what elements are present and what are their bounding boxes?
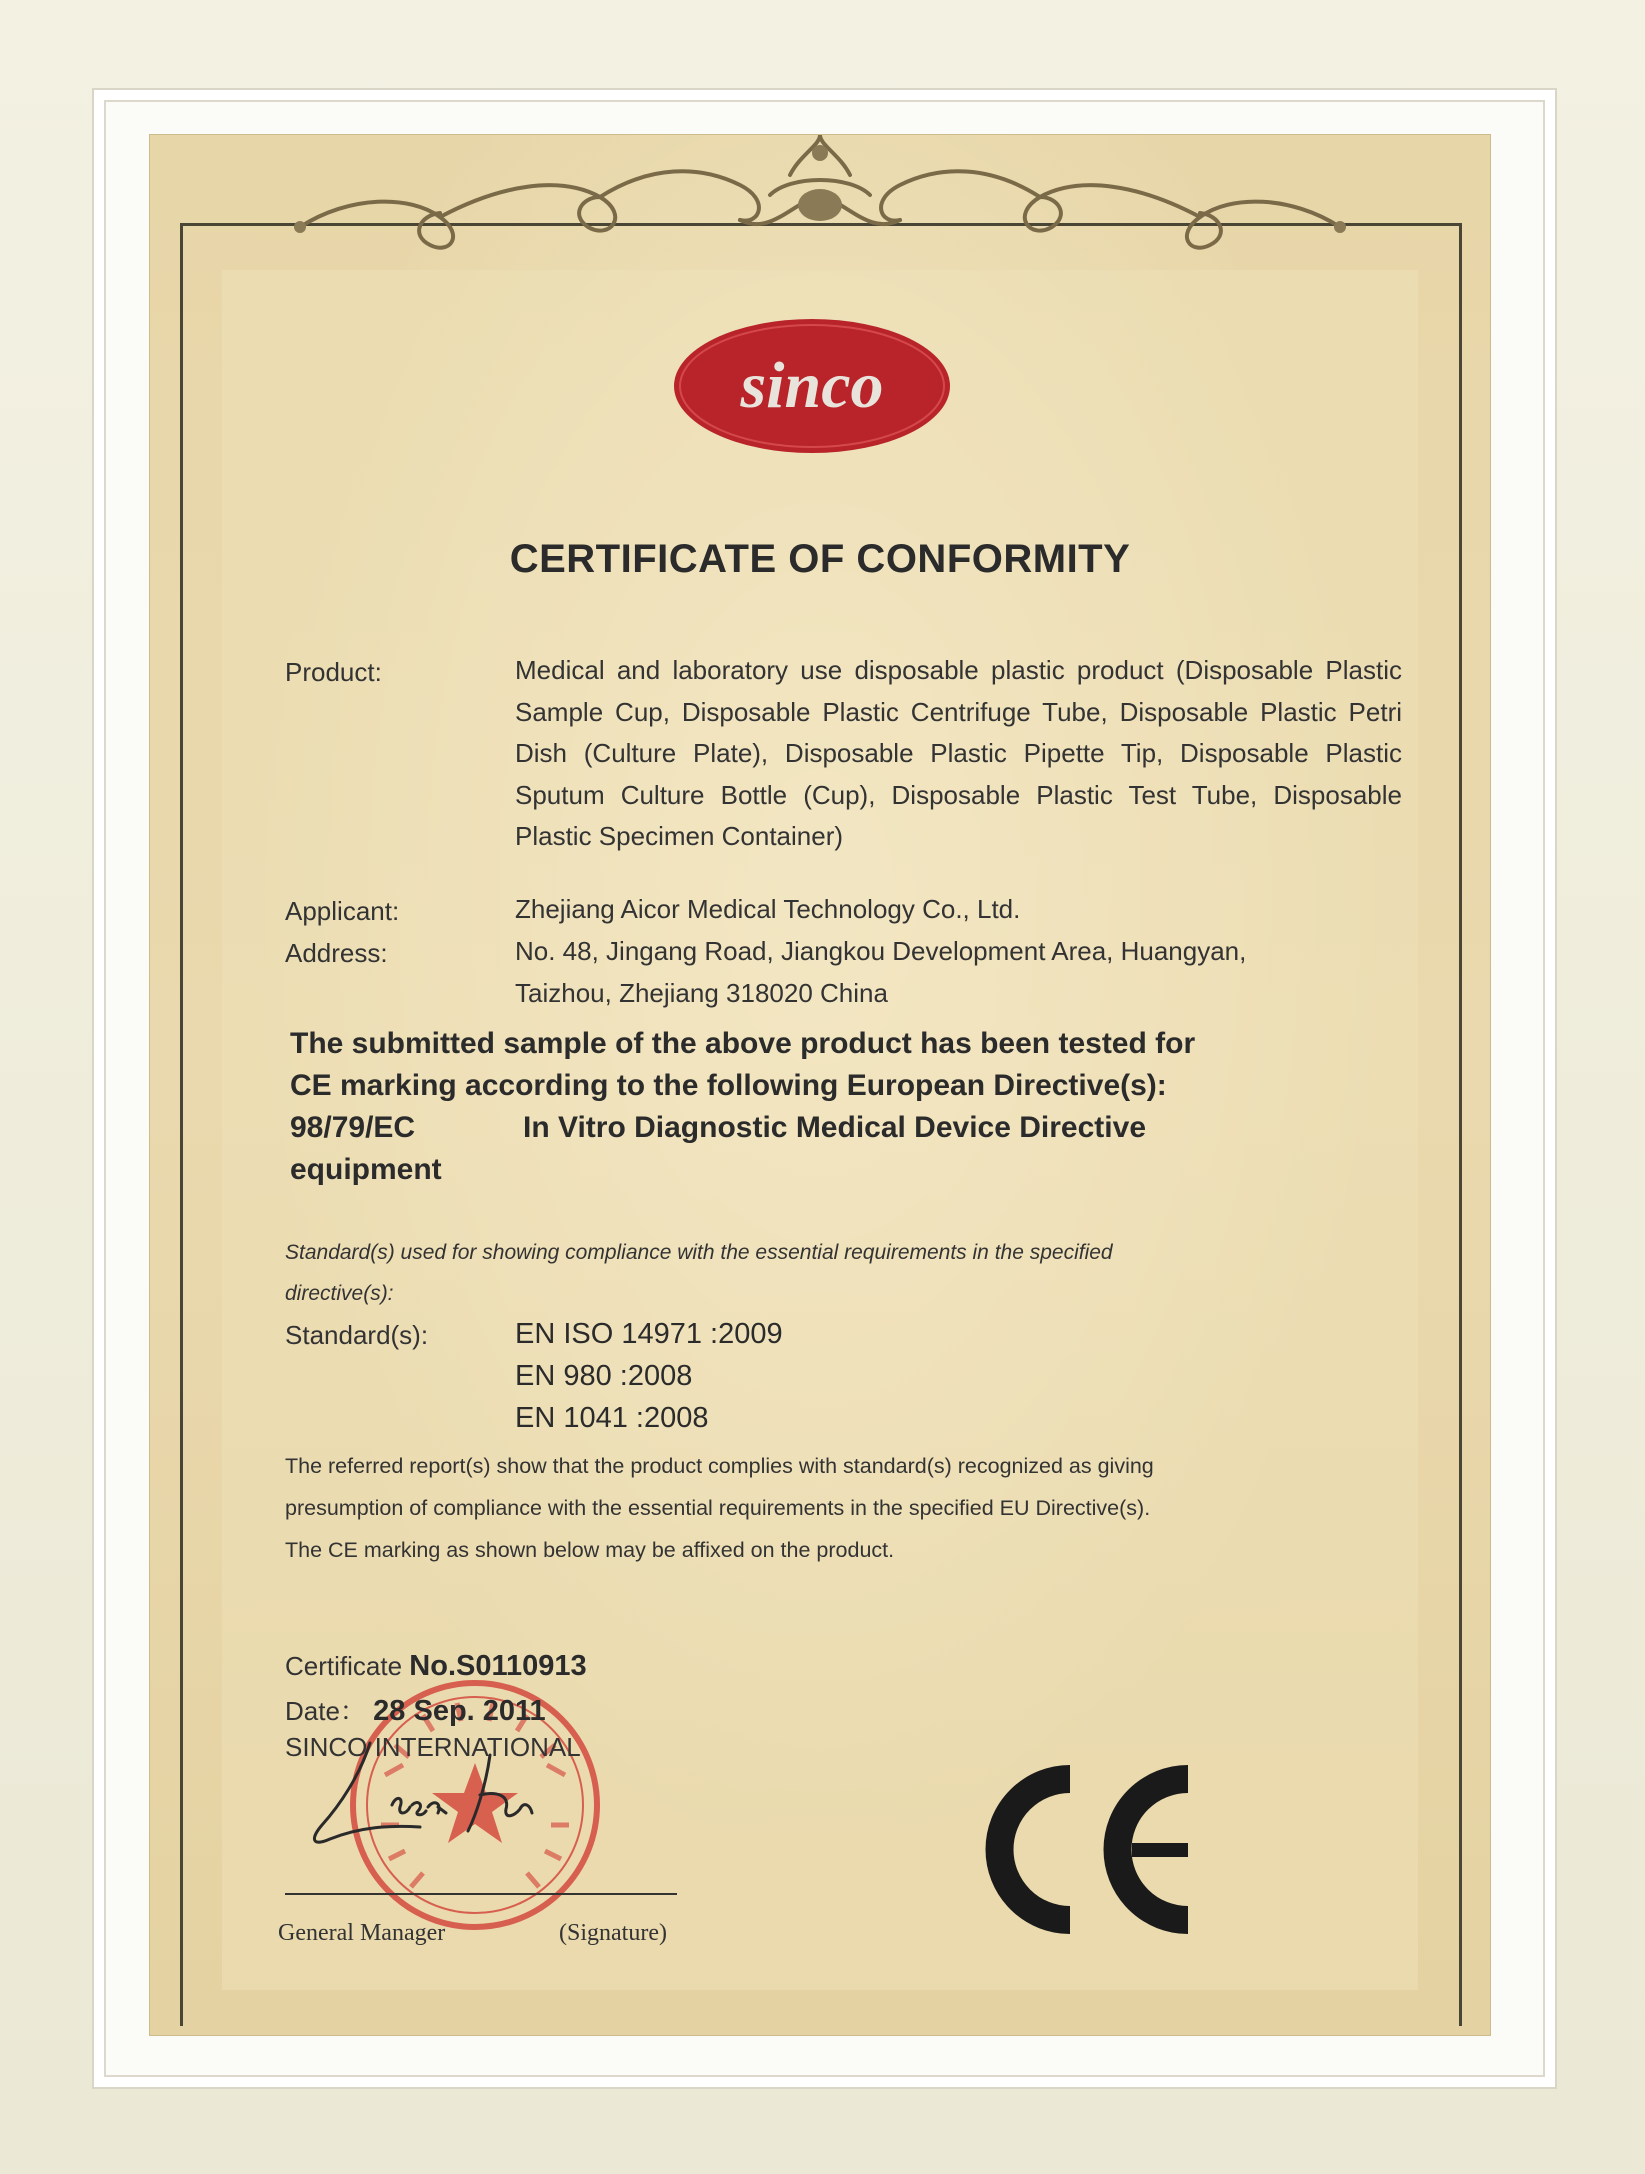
ce-mark bbox=[982, 1757, 1202, 1942]
logo-text: sinco bbox=[740, 349, 884, 422]
certificate-number bbox=[285, 1650, 587, 1683]
handwritten-signature bbox=[300, 1735, 550, 1855]
referral-paragraph bbox=[285, 1445, 1335, 1571]
directive-name: In Vitro Diagnostic Medical Device Directive bbox=[523, 1111, 1146, 1144]
directive-line-4: equipment bbox=[290, 1153, 442, 1186]
product-value: Medical and laboratory use disposable plastic product (Disposable Plastic Sample Cup, Disposable Plastic Centrifuge Tube, Disposable Plastic Petri Dish (Culture Plate), Disposable Plastic Pipette Tip, Disposable Plastic Sputum Culture Bottle (Cup), Disposable Plastic Test Tube, Disposable Plastic Specimen Container) bbox=[515, 655, 1402, 851]
signature-line bbox=[285, 1893, 677, 1895]
sinco-logo bbox=[672, 317, 952, 455]
standards-note bbox=[285, 1232, 1285, 1314]
applicant-label: Applicant: bbox=[285, 896, 400, 926]
referral-line-1: The referred report(s) show that the product complies with standard(s) recognized as giving bbox=[285, 1454, 1154, 1478]
applicant-value: Zhejiang Aicor Medical Technology Co., Ltd. bbox=[515, 894, 1021, 924]
standards-note-line-1: Standard(s) used for showing compliance with the essential requirements in the specified bbox=[285, 1241, 1113, 1264]
standards-label: Standard(s): bbox=[285, 1320, 429, 1350]
standard-item: EN ISO 14971 :2009 bbox=[515, 1318, 783, 1350]
address-line-1: No. 48, Jingang Road, Jiangkou Development Area, Huangyan, bbox=[515, 936, 1247, 966]
product-label: Product: bbox=[285, 657, 382, 687]
certificate-number-value: No.S0110913 bbox=[409, 1650, 587, 1682]
certificate-number-label: Certificate bbox=[285, 1651, 403, 1681]
certificate-date-value: 28 Sep. 2011 bbox=[373, 1695, 546, 1727]
signature-label: (Signature) bbox=[559, 1920, 667, 1946]
directive-line-2: CE marking according to the following European Directive(s): bbox=[290, 1069, 1167, 1102]
standard-item: EN 980 :2008 bbox=[515, 1360, 693, 1392]
referral-line-2: presumption of compliance with the essential requirements in the specified EU Directive(s). bbox=[285, 1496, 1151, 1520]
directive-line-1: The submitted sample of the above product has been tested for bbox=[290, 1027, 1196, 1060]
certificate-paper bbox=[150, 135, 1490, 2035]
certificate-date-label: Date： bbox=[285, 1696, 366, 1726]
directive-code: 98/79/EC bbox=[290, 1111, 416, 1144]
ornament-scroll-icon bbox=[270, 135, 1370, 265]
standards-note-line-2: directive(s): bbox=[285, 1282, 394, 1305]
certificate-date bbox=[285, 1691, 546, 1728]
certificate-issuer: SINCO INTERNATIONAL bbox=[285, 1732, 581, 1762]
page-title: CERTIFICATE OF CONFORMITY bbox=[509, 537, 1131, 581]
general-manager-label: General Manager bbox=[278, 1920, 446, 1946]
referral-line-3: The CE marking as shown below may be affixed on the product. bbox=[285, 1538, 895, 1562]
address-line-2: Taizhou, Zhejiang 318020 China bbox=[515, 978, 888, 1008]
standard-item: EN 1041 :2008 bbox=[515, 1402, 709, 1434]
address-label: Address: bbox=[285, 938, 388, 968]
